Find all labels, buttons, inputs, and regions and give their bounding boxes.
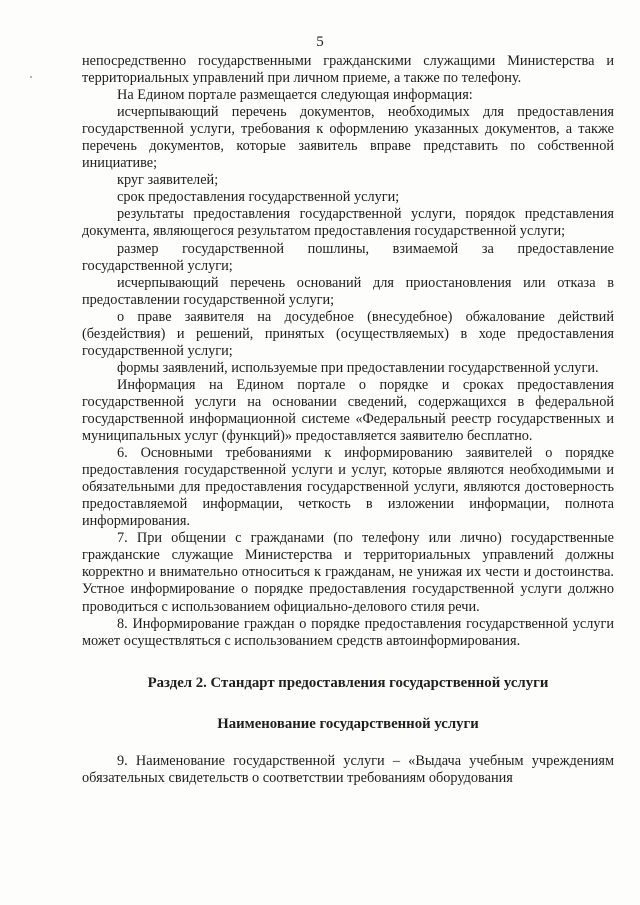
paragraph-continuation: непосредственно государственными гражданскими служащими Министерства и территориальных управлений при личном приеме, а также по телефону. [82,53,614,87]
paragraph-item-9: 9. Наименование государственной услуги – «Выдача учебным учреждениям обязательных свидетельств о соответствии требованиям оборудования [82,752,614,786]
paragraph-state-fee: размер государственной пошлины, взимаемой за предоставление государственной услуги; [82,240,614,274]
paragraph-service-term: срок предоставления государственной услуги; [117,189,400,206]
paragraph-applicants: круг заявителей; [117,172,219,189]
paragraph-service-results: результаты предоставления государственной услуги, порядок представления документа, являющегося результатом предоставления государственной услуги; [82,206,614,240]
paragraph-application-forms: формы заявлений, используемые при предоставлении государственной услуги. [117,359,599,376]
paragraph-portal-info-intro: На Едином портале размещается следующая информация: [117,87,473,104]
section-heading: Раздел 2. Стандарт предоставления государственной услуги [147,674,549,691]
document-body [82,53,614,787]
paragraph-appeal-rights: о праве заявителя на досудебное (внесудебное) обжалование действий (бездействия) и решений, принятых (осуществляемых) в ходе предоставления государственной услуги; [82,308,614,359]
paragraph-item-6: 6. Основными требованиями к информированию заявителей о порядке предоставления государственной услуги и услуг, которые являются необходимыми и обязательными для предоставления государственной услуги, являются достоверность предоставляемой информации, четкость в изложении информации, полнота информирования. [82,445,614,530]
paragraph-refusal-grounds: исчерпывающий перечень оснований для приостановления или отказа в предоставлении государственной услуги; [82,274,614,308]
paragraph-item-7: 7. При общении с гражданами (по телефону или лично) государственные гражданские служащие Министерства и территориальных управлений должны корректно и внимательно относиться к гражданам, не унижая их чести и достоинства. Устное информирование о порядке предоставления государственной услуги должно проводиться с использованием официально-делового стиля речи. [82,530,614,615]
paragraph-documents-list: исчерпывающий перечень документов, необходимых для предоставления государственной услуги, требования к оформлению указанных документов, а также перечень документов, которые заявитель вправе представить по собственной инициативе; [82,104,614,172]
paragraph-item-8: 8. Информирование граждан о порядке предоставления государственной услуги может осуществляться с использованием средств автоинформирования. [82,615,614,649]
paragraph-portal-info-free: Информация на Едином портале о порядке и сроках предоставления государственной услуги на основании сведений, содержащихся в федеральной государственной информационной системе «Федеральный реестр государственных и муниципальных услуг (функций)» предоставляется заявителю бесплатно. [82,376,614,445]
page-number: 5 [316,34,324,50]
subsection-heading: Наименование государственной услуги [217,715,479,732]
scan-speck [30,76,32,78]
